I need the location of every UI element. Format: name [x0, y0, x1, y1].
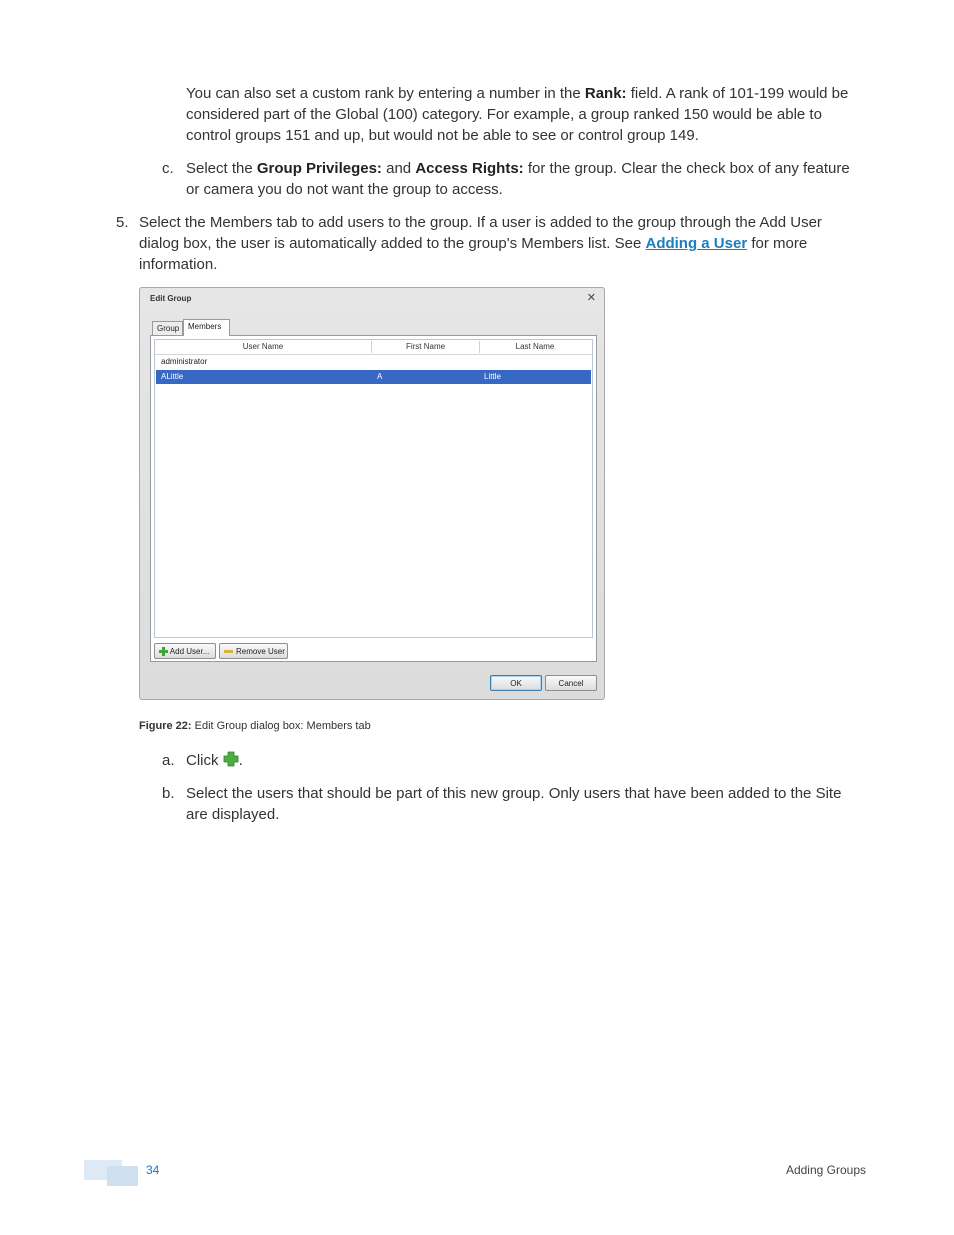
column-first-name[interactable]: First Name	[405, 342, 446, 351]
rank-paragraph: You can also set a custom rank by entering a number in the Rank: field. A rank of 101-199 would be considered part of the Global (100) category. For example, a group ranked 150 would be able to control groups 151 and up, but would not be able to see or control group 149.	[186, 85, 849, 144]
add-user-button[interactable]: Add User...	[154, 643, 216, 659]
cell-user-name: ALittle	[161, 372, 184, 381]
step-5-marker: 5.	[116, 214, 129, 231]
cell-last-name: Little	[484, 372, 501, 381]
adding-a-user-link[interactable]: Adding a User	[645, 235, 748, 252]
step-c-marker: c.	[162, 160, 174, 177]
green-plus-icon	[159, 647, 168, 656]
edit-group-dialog	[139, 287, 605, 700]
step-a-text: Click .	[186, 752, 243, 769]
step-c-text: Select the Group Privileges: and Access Rights: for the group. Clear the check box of any feature or camera you do not want the group to access.	[186, 160, 850, 198]
rank-term: Rank:	[584, 85, 627, 102]
green-plus-icon	[223, 751, 239, 767]
page-number: 34	[146, 1163, 160, 1177]
figure-caption: Figure 22: Edit Group dialog box: Members tab	[139, 720, 371, 732]
cell-first-name: A	[377, 372, 383, 381]
column-user-name[interactable]: User Name	[242, 342, 284, 351]
step-b-text: Select the users that should be part of this new group. Only users that have been added to the Site are displayed.	[186, 785, 842, 823]
table-row-alittle[interactable]	[156, 370, 591, 384]
close-icon[interactable]: ✕	[586, 292, 596, 304]
grid-header	[155, 340, 592, 355]
step-b-marker: b.	[162, 785, 175, 802]
tab-group[interactable]: Group	[152, 321, 183, 335]
yellow-minus-icon	[224, 650, 233, 653]
remove-user-button[interactable]: Remove User	[219, 643, 288, 659]
dialog-title: Edit Group	[150, 294, 192, 303]
access-rights-term: Access Rights:	[415, 160, 524, 177]
footer-section-title: Adding Groups	[785, 1163, 866, 1177]
group-privileges-term: Group Privileges:	[256, 160, 382, 177]
members-panel	[150, 335, 597, 662]
members-grid	[154, 339, 593, 638]
ok-button[interactable]: OK	[490, 675, 542, 691]
step-a-marker: a.	[162, 752, 175, 769]
footer-decoration	[107, 1166, 138, 1186]
tab-members[interactable]: Members	[183, 319, 230, 336]
table-row-administrator[interactable]	[156, 355, 591, 369]
step-5-text: Select the Members tab to add users to the group. If a user is added to the group through the Add User dialog box, the user is automatically added to the group's Members list. See Adding a User for more information.	[139, 214, 822, 273]
cell-user-name: administrator	[161, 357, 208, 366]
column-last-name[interactable]: Last Name	[515, 342, 555, 351]
cancel-button[interactable]: Cancel	[545, 675, 597, 691]
